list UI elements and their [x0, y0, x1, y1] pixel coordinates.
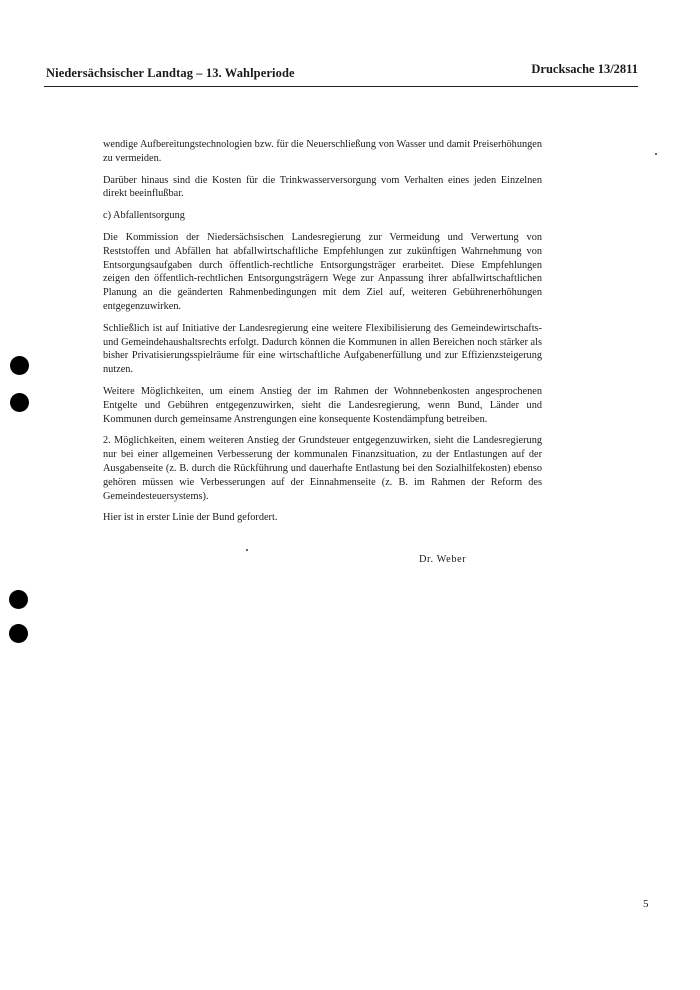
paragraph-cost-dampening: Weitere Möglichkeiten, um einem Anstieg der im Rahmen der Wohnnebenkosten angesprochenen Entgelte und Gebühren entgegenzuwirken, sieht die Landesregierung, wenn Bund, Länder und Kommunen durch gemeinsame Anstrengungen eine konsequente Kostendämpfung betreiben. [103, 385, 542, 425]
section-heading-waste: c) Abfallentsorgung [103, 210, 185, 222]
header-rule [44, 86, 638, 87]
scan-speck [655, 153, 657, 155]
signature: Dr. Weber [419, 554, 467, 565]
punch-hole [9, 624, 28, 643]
paragraph-water-continuation: wendige Aufbereitungstechnologien bzw. für die Neuerschließung von Wasser und damit Preiserhöhungen zu vermeiden. [103, 139, 542, 164]
punch-hole [10, 393, 29, 412]
header-publisher: Niedersächsischer Landtag – 13. Wahlperiode [46, 66, 295, 80]
paragraph-federal-responsibility: Hier ist in erster Linie der Bund gefordert. [103, 512, 278, 524]
header-document-number: Drucksache 13/2811 [531, 62, 638, 76]
punch-hole [10, 356, 29, 375]
paragraph-flexibilisation: Schließlich ist auf Initiative der Landesregierung eine weitere Flexibilisierung des Gemeindewirtschafts- und Gemeindehaushaltsrechts erfolgt. Dadurch können die Kommunen in allen Bereichen noch stärker als bisher Privatisierungsspielräume für eine wirtschaftliche Aufgabenerfüllung und zur Effizienzsteigerung nutzen. [103, 322, 542, 376]
document-body [103, 138, 542, 533]
paragraph-water-costs: Darüber hinaus sind die Kosten für die Trinkwasserversorgung vom Verhalten eines jeden Einzelnen direkt beeinflußbar. [103, 174, 542, 200]
paragraph-property-tax: 2. Möglichkeiten, einem weiteren Anstieg der Grundsteuer entgegenzuwirken, sieht die Landesregierung nur bei einer allgemeinen Verbesserung der kommunalen Finanzsituation, zu der Entlastungen auf der Ausgabenseite (z. B. durch die Rückführung und dauerhafte Entlastung bei den Sozialhilfekosten) ebenso gehören müssen wie Verbesserungen auf der Einnahmenseite (z. B. im Rahmen der Reform des Gemeindesteuersystems). [103, 435, 542, 502]
scan-speck [246, 549, 248, 551]
paragraph-waste-commission: Die Kommission der Niedersächsischen Landesregierung zur Vermeidung und Verwertung von Reststoffen und Abfällen hat abfallwirtschaftliche Empfehlungen zur zukünftigen Wahrnehmung von Entsorgungsaufgaben durch öffentlich-rechtliche Entsorgungsträger erarbeitet. Diese Empfehlungen zeigen den öffentlich-rechtlichen Entsorgungsträgern Wege zur Anpassung ihrer abfallwirtschaftlichen Planung an die geänderten Rahmenbedingungen mit dem Ziel auf, weiteren Gebührenerhöhungen entgegenzuwirken. [103, 231, 542, 312]
page-number: 5 [643, 898, 649, 910]
punch-hole [9, 590, 28, 609]
